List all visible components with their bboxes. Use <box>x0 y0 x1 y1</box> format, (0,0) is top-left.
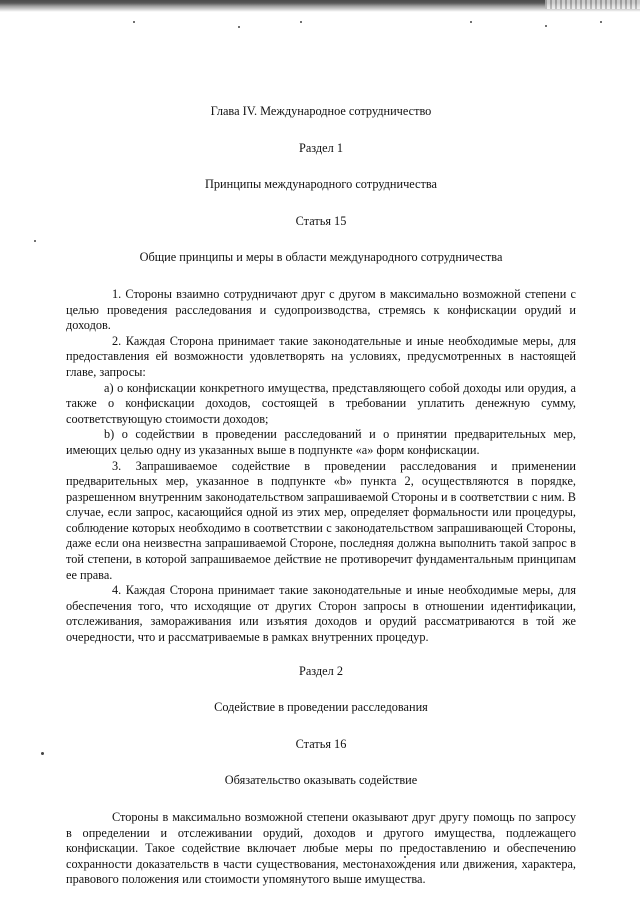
article-15-paragraph-3: 3. Запрашиваемое содействие в проведении расследования и применении предварительных мер, указанное в подпункте «b» пункта 2, осуществляются в порядке, разрешенном внутренним законодательством запрашиваемой Стороны и в соответствии с ним. В случае, если запрос, касающийся одной из этих мер, определяет формальности или процедуры, соблюдение которых необходимо в соответствии с законодательством запрашивающей Стороны, даже если она неизвестна запрашиваемой Стороне, последняя должна выполнить такой запрос в той степени, в которой запрашиваемое действие не противоречит фундаментальным принципам ее права. <box>66 458 576 582</box>
article-15-heading: Общие принципы и меры в области международного сотрудничества <box>139 250 503 265</box>
section-2-label: Раздел 2 <box>298 663 343 678</box>
article-15-subparagraph-a: a) о конфискации конкретного имущества, представляющего собой доходы или орудия, а также о конфискации доходов, состоящей в требовании уплатить денежную сумму, соответствующую стоимости доходов; <box>66 380 576 426</box>
scan-speck <box>470 21 472 23</box>
scan-edge-shadow <box>0 0 640 12</box>
article-16-label: Статья 16 <box>295 736 347 751</box>
article-16-paragraph: Стороны в максимально возможной степени оказывают друг другу помощь по запросу в определении и отслеживании орудий, доходов и другого имущества, подлежащего конфискации. Такое содействие включает любые меры по предоставлению и обеспечению сохранности доказательств в части существования, местонахождения или движения, характера, правового положения или стоимости упомянутого выше имущества. <box>66 810 576 887</box>
chapter-title: Глава IV. Международное сотрудничество <box>210 104 432 118</box>
article-16-heading: Обязательство оказывать содействие <box>224 773 418 788</box>
scan-speck <box>34 240 36 242</box>
scan-speck <box>41 752 44 755</box>
scan-speck <box>600 21 602 23</box>
section-2-title: Содействие в проведении расследования <box>214 700 428 715</box>
document-page <box>66 104 576 888</box>
section-1-label: Раздел 1 <box>298 140 343 155</box>
article-15-paragraph-1: 1. Стороны взаимно сотрудничают друг с другом в максимально возможной степени с целью проведения расследования и судопроизводства, стремясь к конфискации орудий и доходов. <box>66 286 576 333</box>
article-15-subparagraph-b: b) о содействии в проведении расследований и о принятии предварительных мер, имеющих целью одну из указанных выше в подпункте «a» форм конфискации. <box>66 427 576 457</box>
scan-edge-noise <box>545 0 640 9</box>
article-15-paragraph-4: 4. Каждая Сторона принимает такие законодательные и иные необходимые меры, для обеспечения того, что исходящие от других Сторон запросы в отношении идентификации, отслеживания, замораживания или изъятия доходов и орудий рассматриваются в той же очередности, что и рассматриваемые в рамках внутренних процедур. <box>66 583 576 645</box>
section-1-title: Принципы международного сотрудничества <box>205 177 437 192</box>
scan-speck <box>238 26 240 28</box>
article-15-paragraph-2: 2. Каждая Сторона принимает такие законодательные и иные необходимые меры, для предоставления ей возможности удовлетворять на условиях, предусмотренных в настоящей главе, запросы: <box>66 333 576 379</box>
scan-speck <box>133 21 135 23</box>
scan-speck <box>545 25 547 27</box>
article-15-label: Статья 15 <box>295 213 347 228</box>
scan-speck <box>300 21 302 23</box>
